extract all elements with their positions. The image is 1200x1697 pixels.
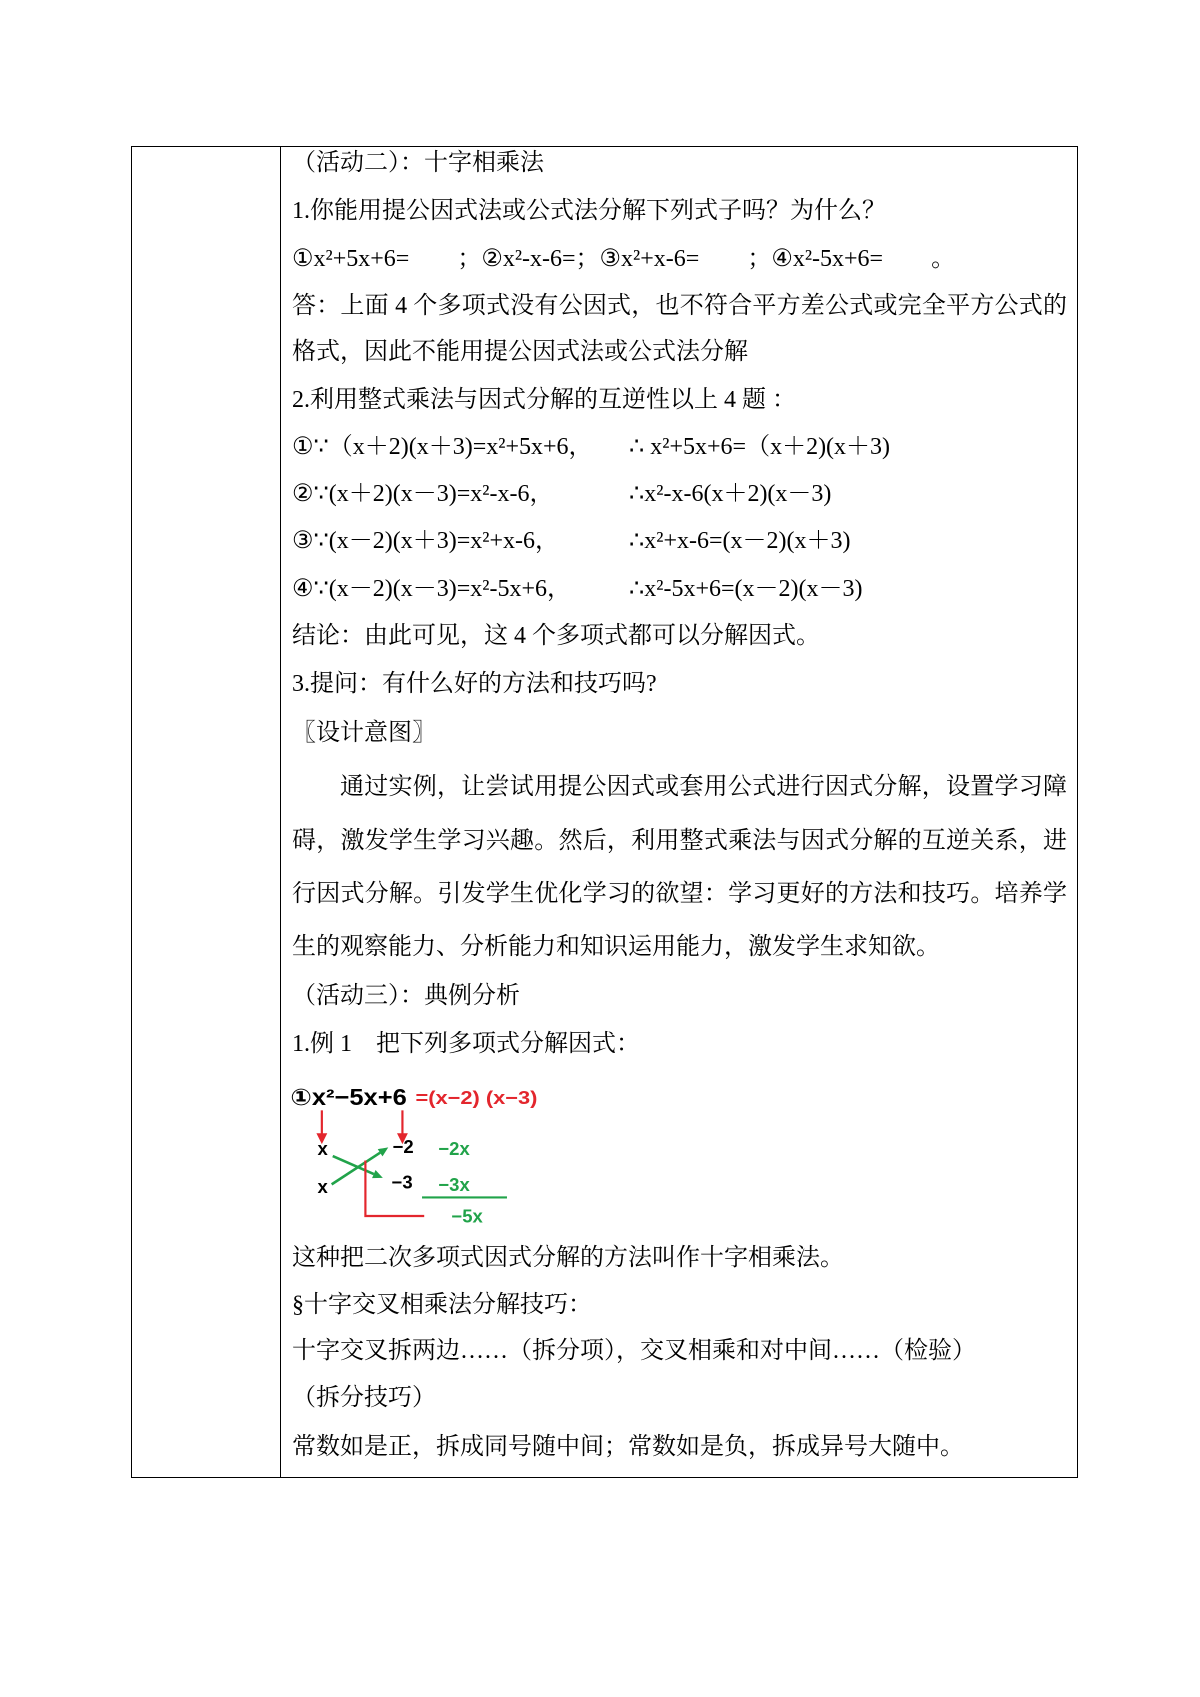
answer-line-2: 格式，因此不能用提公因式法或公式法分解 [292, 339, 748, 365]
derivation-premise: ④∵(x－2)(x－3)=x²-5x+6， [292, 576, 572, 602]
derivation-premise: ②∵(x＋2)(x－3)=x²-x-6， [292, 481, 554, 507]
question-1-expressions: ①x²+5x+6= ；②x²-x-6=；③x²+x-6= ；④x²-5x+6= 。 [292, 246, 956, 272]
design-intent-line-2: 碍，激发学生学习兴趣。然后，利用整式乘法与因式分解的互逆关系，进 [292, 826, 1067, 854]
tips-heading: §十字交叉相乘法分解技巧： [292, 1292, 592, 1318]
derivation-premise: ①∵（x＋2)(x＋3)=x²+5x+6， [292, 434, 593, 460]
derivation-conclusion: ∴x²-5x+6=(x－2)(x－3) [629, 576, 863, 602]
activity2-heading: （活动二）：十字相乘法 [292, 150, 544, 176]
table-content-cell [281, 147, 1077, 1477]
question-1: 1.你能用提公因式法或公式法分解下列式子吗？为什么？ [292, 198, 886, 224]
method-note: 这种把二次多项式因式分解的方法叫作十字相乘法。 [292, 1245, 844, 1271]
green-cross-arrow-up [332, 1147, 389, 1184]
answer-line-1: 答：上面 4 个多项式没有公因式，也不符合平方差公式或完全平方公式的 [292, 293, 1067, 319]
left-factor-bottom: x [317, 1176, 328, 1198]
right-factor-top: −2 [392, 1135, 414, 1157]
derivation-conclusion: ∴x²-x-6(x＋2)(x－3) [629, 481, 832, 507]
cross-product-bottom: −3x [438, 1173, 470, 1195]
middle-term-sum: −5x [451, 1205, 483, 1227]
activity3-heading: （活动三）：典例分析 [292, 983, 520, 1009]
design-intent-title: 〖设计意图〗 [292, 718, 436, 746]
question-3: 3.提问：有什么好的方法和技巧吗? [292, 671, 657, 697]
cross-product-top: −2x [438, 1137, 470, 1159]
derivation-line-1 [292, 432, 1067, 462]
split-tips-heading: （拆分技巧） [292, 1385, 436, 1411]
design-intent-line-1: 通过实例，让尝试用提公因式或套用公式进行因式分解，设置学习障 [340, 772, 1067, 800]
tips-line: 十字交叉拆两边……（拆分项），交叉相乘和对中间……（检验） [292, 1338, 976, 1364]
design-intent-line-3: 行因式分解。引发学生优化学习的欲望：学习更好的方法和技巧。培养学 [292, 879, 1067, 907]
example-1-prompt: 1.例 1 把下列多项式分解因式： [292, 1031, 640, 1057]
split-rule: 常数如是正，拆成同号随中间；常数如是负，拆成异号大随中。 [292, 1434, 964, 1460]
diagram-factored-result: =(x−2) (x−3) [415, 1086, 538, 1108]
derivation-line-3 [292, 526, 1067, 556]
conclusion-line: 结论：由此可见，这 4 个多项式都可以分解因式。 [292, 623, 820, 649]
cross-multiplication-diagram [287, 1082, 544, 1228]
derivation-line-4 [292, 574, 1067, 604]
lesson-plan-table [131, 146, 1078, 1478]
right-factor-bottom: −3 [391, 1171, 413, 1193]
derivation-conclusion: ∴ x²+5x+6=（x＋2)(x＋3) [629, 434, 891, 460]
table-label-cell [132, 147, 281, 1477]
left-factor-top: x [317, 1137, 328, 1159]
derivation-conclusion: ∴x²+x-6=(x－2)(x＋3) [629, 528, 851, 554]
question-2: 2.利用整式乘法与因式分解的互逆性以上 4 题 ： [292, 387, 796, 413]
derivation-line-2 [292, 479, 1067, 509]
derivation-premise: ③∵(x－2)(x＋3)=x²+x-6， [292, 528, 560, 554]
diagram-expression: ①x²−5x+6 [290, 1083, 407, 1110]
design-intent-line-4: 生的观察能力、分析能力和知识运用能力，激发学生求知欲。 [292, 932, 940, 960]
